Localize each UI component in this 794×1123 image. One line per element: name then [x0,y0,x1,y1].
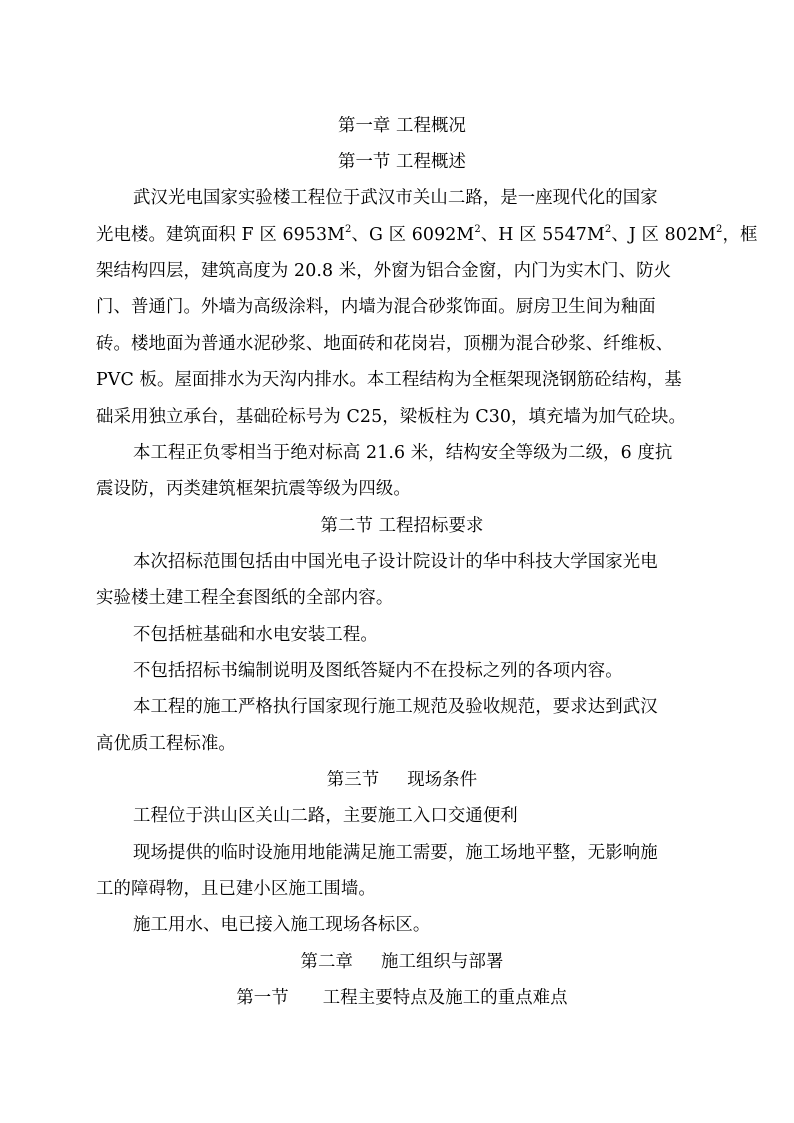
paragraph-9-line-1: 施工用水、电已接入施工现场各标区。 [133,915,431,935]
paragraph-1-line-1: 武汉光电国家实验楼工程位于武汉市关山二路，是一座现代化的国家 [133,188,658,208]
section-4-name: 工程主要特点及施工的重点难点 [322,988,568,1008]
paragraph-3-line-1: 本次招标范围包括由中国光电子设计院设计的华中科技大学国家光电 [133,552,658,572]
chapter-2-number: 第二章 [300,952,354,972]
paragraph-1-line-4: 门、普通门。外墙为高级涂料，内墙为混合砂浆饰面。厨房卫生间为釉面 [96,297,656,317]
section-4-title [96,990,708,1007]
superscript-2: 2 [345,224,352,235]
paragraph-5-line-1: 不包括招标书编制说明及图纸答疑内不在投标之列的各项内容。 [133,661,623,681]
area-text-j: 、J 区 802M [611,225,717,245]
paragraph-8-line-1: 现场提供的临时设施用地能满足施工需要，施工场地平整，无影响施 [133,843,658,863]
superscript-2: 2 [604,224,612,235]
area-text-f: 光电楼。建筑面积 F 区 6953M [96,225,346,245]
paragraph-2-line-2: 震设防，丙类建筑框架抗震等级为四级。 [96,479,411,499]
paragraph-7-line-1: 工程位于洪山区关山二路，主要施工入口交通便利 [133,806,518,826]
chapter-2-title [96,954,708,971]
paragraph-6-line-1: 本工程的施工严格执行国家现行施工规范及验收规范，要求达到武汉 [133,697,658,717]
section-3-title [96,772,708,789]
area-text-end: ，框 [722,225,758,245]
paragraph-1-line-6: PVC 板。屋面排水为天沟内排水。本工程结构为全框架现浇钢筋砼结构，基 [96,370,682,390]
section-3-name: 现场条件 [407,770,478,790]
paragraph-2-line-1: 本工程正负零相当于绝对标高 21.6 米，结构安全等级为二级，6 度抗 [133,443,673,463]
chapter-2-name: 施工组织与部署 [381,952,504,972]
superscript-2: 2 [716,224,723,235]
section-1-title: 第一节 工程概述 [337,152,467,172]
area-text-g: 、G 区 6092M [351,225,475,245]
paragraph-6-line-2: 高优质工程标准。 [96,734,236,754]
paragraph-1-line-2 [96,224,758,245]
paragraph-4-line-1: 不包括桩基础和水电安装工程。 [133,625,378,645]
paragraph-1-line-5: 砖。楼地面为普通水泥砂浆、地面砖和花岗岩，顶棚为混合砂浆、纤维板、 [96,334,674,354]
section-4-number: 第一节 [236,988,289,1008]
area-text-h: 、H 区 5547M [480,225,605,245]
section-2-title: 第二节 工程招标要求 [320,516,484,536]
paragraph-3-line-2: 实验楼土建工程全套图纸的全部内容。 [96,588,394,608]
paragraph-1-line-3: 架结构四层，建筑高度为 20.8 米，外窗为铝合金窗，内门为实木门、防火 [96,261,672,281]
chapter-1-title: 第一章 工程概况 [337,116,467,136]
paragraph-1-line-7: 础采用独立承台，基础砼标号为 C25，梁板柱为 C30，填充墙为加气砼块。 [96,407,686,427]
section-3-number: 第三节 [326,770,380,790]
superscript-2: 2 [474,224,481,235]
paragraph-8-line-2: 工的障碍物，且已建小区施工围墙。 [96,879,376,899]
